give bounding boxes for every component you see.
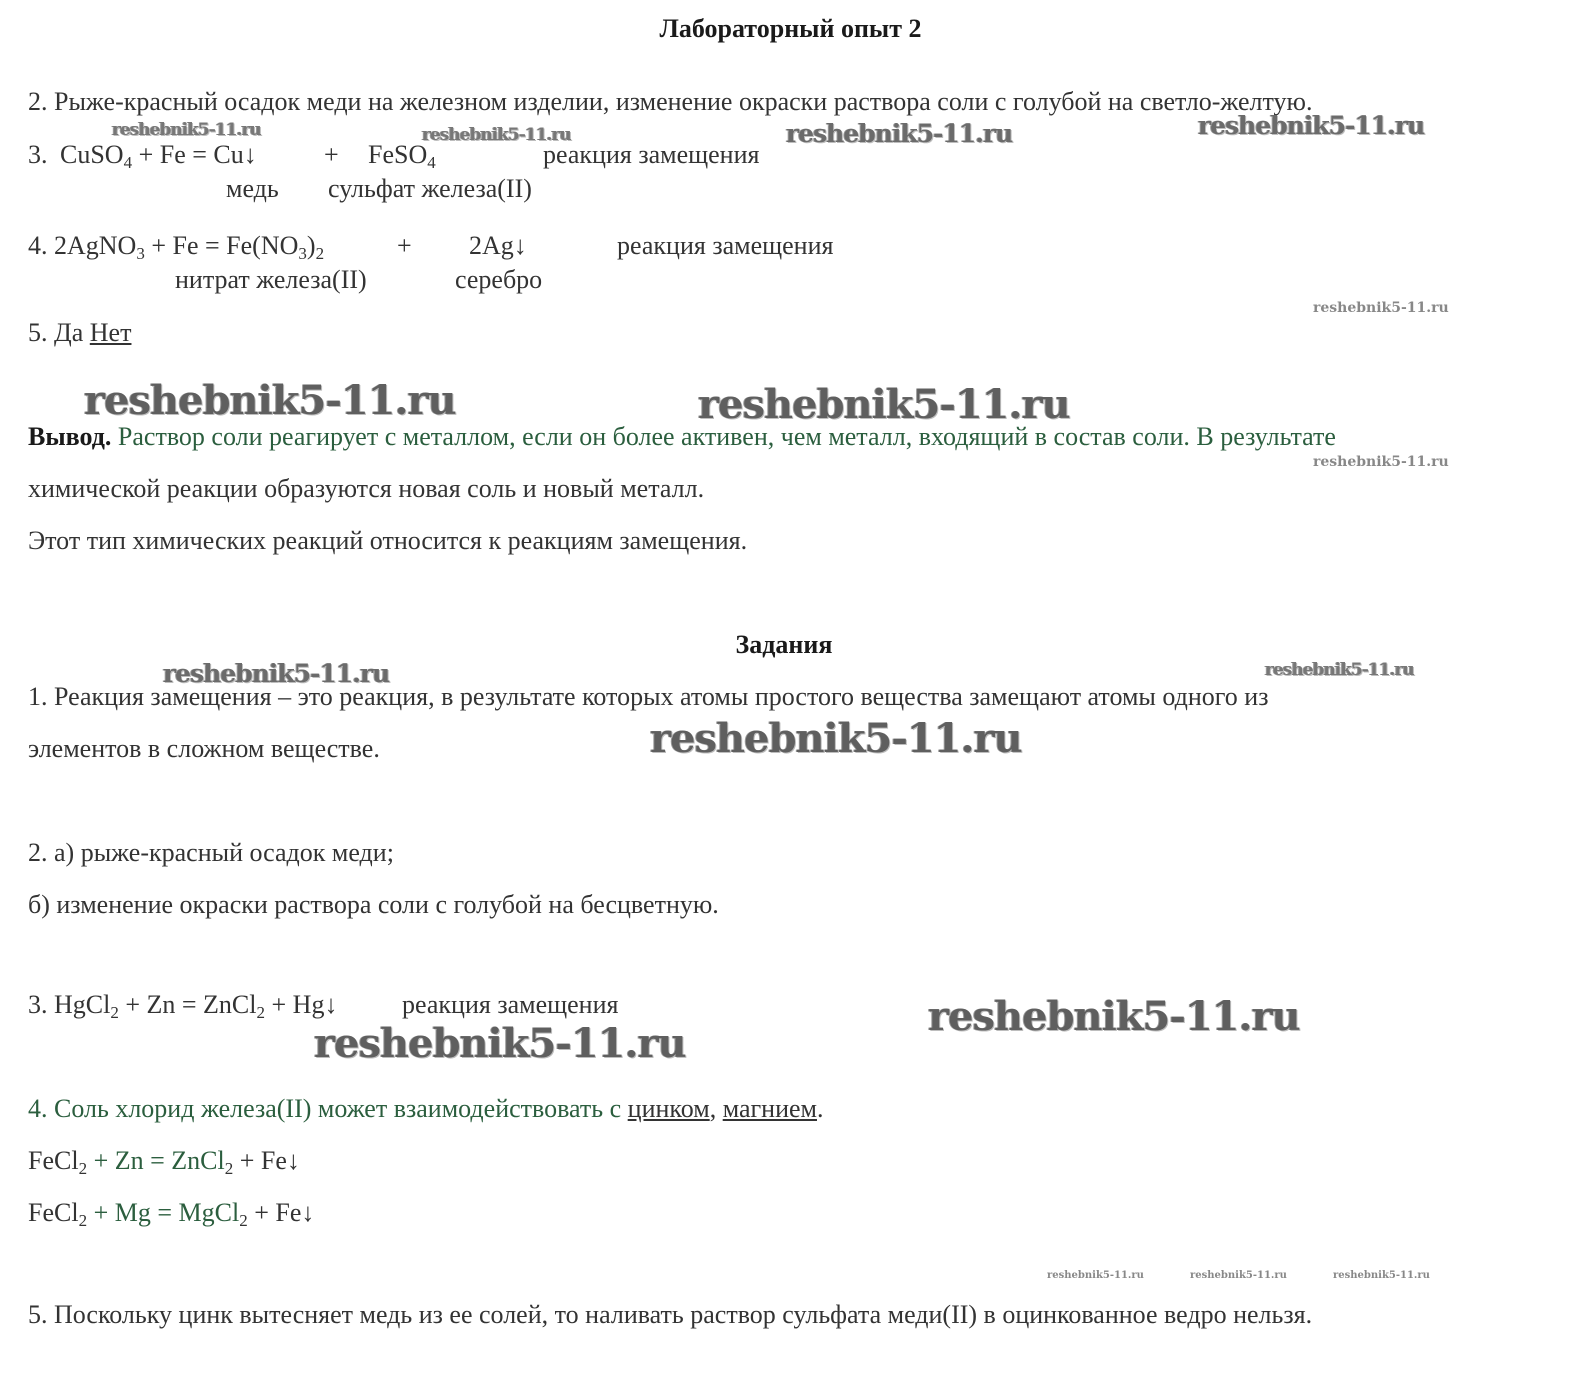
equation-part: + Hg↓ bbox=[265, 990, 338, 1019]
product-name-copper: медь bbox=[226, 174, 279, 203]
product-silver: 2Ag↓ bbox=[469, 231, 527, 260]
watermark: reshebnik5-11.ru bbox=[1047, 1270, 1144, 1281]
equation-part: + Mg = MgCl bbox=[87, 1198, 240, 1227]
watermark: reshebnik5-11.ru bbox=[1265, 660, 1414, 680]
task-2-b: б) изменение окраски раствора соли с голубой на бесцветную. bbox=[28, 890, 719, 919]
watermark: reshebnik5-11.ru bbox=[928, 993, 1300, 1040]
equation-part: + Fe = Fe(NO bbox=[144, 231, 299, 260]
subscript: 3 bbox=[298, 244, 307, 263]
reaction-type: реакция замещения bbox=[617, 231, 834, 260]
product-name-iron-nitrate: нитрат железа(II) bbox=[175, 265, 367, 294]
tasks-heading: Задания bbox=[735, 630, 833, 659]
conclusion-label: Вывод. bbox=[28, 422, 112, 451]
equation-part: ) bbox=[306, 231, 316, 260]
reaction-type: реакция замещения bbox=[402, 990, 619, 1019]
task-4-equation-2 bbox=[28, 1198, 314, 1228]
product-name-silver: серебро bbox=[455, 265, 543, 294]
lab-item-4-equation bbox=[28, 231, 324, 261]
equation-part: + Zn = ZnCl bbox=[87, 1146, 225, 1175]
equation-part: FeCl bbox=[28, 1146, 79, 1175]
watermark: reshebnik5-11.ru bbox=[1313, 300, 1449, 316]
watermark: reshebnik5-11.ru bbox=[84, 377, 456, 424]
task-5: 5. Поскольку цинк вытесняет медь из ее солей, то наливать раствор сульфата меди(II) в оцинкованное ведро нельзя. bbox=[28, 1300, 1313, 1329]
watermark: reshebnik5-11.ru bbox=[1190, 1270, 1287, 1281]
conclusion-line-1 bbox=[28, 422, 1336, 452]
subscript: 4 bbox=[427, 153, 436, 172]
item-text: 5. Да bbox=[28, 318, 90, 347]
watermark: reshebnik5-11.ru bbox=[1198, 111, 1425, 140]
subscript: 4 bbox=[123, 153, 133, 172]
watermark: reshebnik5-11.ru bbox=[314, 1020, 686, 1067]
plus-sign: + bbox=[397, 231, 412, 260]
lab-item-2: 2. Рыже-красный осадок меди на железном изделии, изменение окраски раствора соли с голубой на светло-желтую. bbox=[28, 87, 1313, 116]
subscript: 2 bbox=[110, 1003, 119, 1022]
watermark: reshebnik5-11.ru bbox=[786, 119, 1013, 148]
subscript: 2 bbox=[78, 1159, 88, 1178]
lab-item-3-equation bbox=[28, 140, 257, 170]
plus-sign: + bbox=[324, 140, 339, 169]
task-4-intro bbox=[28, 1094, 824, 1124]
equation-part: 4. 2AgNO bbox=[28, 231, 137, 260]
watermark: reshebnik5-11.ru bbox=[1313, 454, 1449, 470]
formula: FeSO bbox=[368, 140, 428, 169]
equation-part: + Fe↓ bbox=[247, 1198, 315, 1227]
lab-item-5 bbox=[28, 318, 131, 348]
task-4-equation-1 bbox=[28, 1146, 300, 1176]
subscript: 2 bbox=[78, 1211, 88, 1230]
product-name-iron-sulfate: сульфат железа(II) bbox=[328, 174, 532, 203]
task-4-text: 4. Соль хлорид железа(II) может взаимодействовать с bbox=[28, 1094, 628, 1123]
answer-magnesium: магнием bbox=[722, 1094, 817, 1123]
equation-part: FeCl bbox=[28, 1198, 79, 1227]
watermark: reshebnik5-11.ru bbox=[1333, 1270, 1430, 1281]
conclusion-line-3: Этот тип химических реакций относится к реакциям замещения. bbox=[28, 526, 748, 555]
answer-zinc: цинком bbox=[627, 1094, 710, 1123]
task-3-equation bbox=[28, 990, 337, 1020]
separator: . bbox=[817, 1094, 824, 1123]
task-1-line-1: 1. Реакция замещения – это реакция, в результате которых атомы простого вещества замещают атомы одного из bbox=[28, 682, 1269, 711]
subscript: 3 bbox=[136, 244, 145, 263]
watermark: reshebnik5-11.ru bbox=[422, 125, 571, 145]
reaction-type: реакция замещения bbox=[543, 140, 760, 169]
watermark: reshebnik5-11.ru bbox=[112, 120, 261, 140]
conclusion-line-2: химической реакции образуются новая соль и новый металл. bbox=[28, 474, 705, 503]
subscript: 2 bbox=[315, 244, 325, 263]
selected-answer: Нет bbox=[89, 318, 132, 347]
equation-part: + Fe = Cu↓ bbox=[132, 140, 257, 169]
watermark: reshebnik5-11.ru bbox=[698, 381, 1070, 428]
equation-part: + Zn = ZnCl bbox=[118, 990, 257, 1019]
task-2-a: 2. а) рыже-красный осадок меди; bbox=[28, 838, 394, 867]
separator: , bbox=[709, 1094, 723, 1123]
equation-part: 3. HgCl bbox=[28, 990, 111, 1019]
watermark: reshebnik5-11.ru bbox=[650, 715, 1022, 762]
watermark: reshebnik5-11.ru bbox=[163, 659, 390, 688]
subscript: 2 bbox=[239, 1211, 248, 1230]
page-title: Лабораторный опыт 2 bbox=[659, 14, 922, 43]
task-1-line-2: элементов в сложном веществе. bbox=[28, 734, 380, 763]
item-number: 3. bbox=[28, 140, 48, 169]
equation-part: CuSO bbox=[60, 140, 124, 169]
subscript: 2 bbox=[224, 1159, 234, 1178]
subscript: 2 bbox=[256, 1003, 265, 1022]
conclusion-text: Раствор соли реагирует с металлом, если он более активен, чем металл, входящий в состав соли. В результате bbox=[111, 422, 1336, 451]
equation-part: + Fe↓ bbox=[233, 1146, 300, 1175]
